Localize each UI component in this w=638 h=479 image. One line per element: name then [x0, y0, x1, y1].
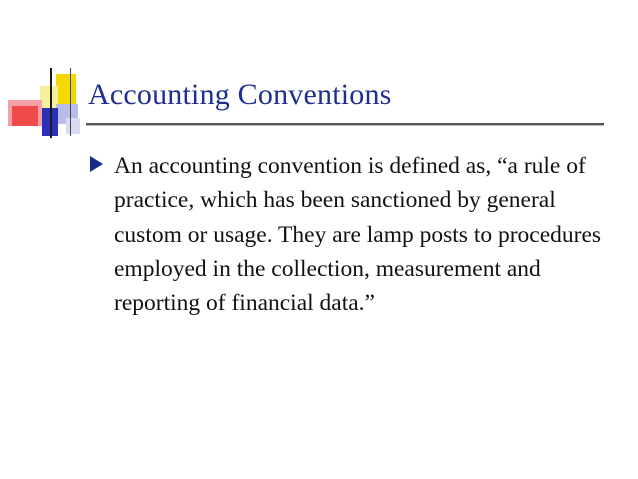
bullet-item	[86, 149, 616, 320]
square-bullet-icon	[90, 156, 103, 172]
corner-block-logo	[0, 0, 110, 150]
bullet-list	[86, 149, 616, 320]
title-underline-shadow	[86, 125, 604, 126]
slide-title: Accounting Conventions	[88, 78, 392, 111]
bullet-text: An accounting convention is defined as, “a rule of practice, which has been sanctioned by general custom or usage. They are lamp posts to procedures employed in the collection, measurement and reporting of financial data.”	[114, 153, 602, 317]
